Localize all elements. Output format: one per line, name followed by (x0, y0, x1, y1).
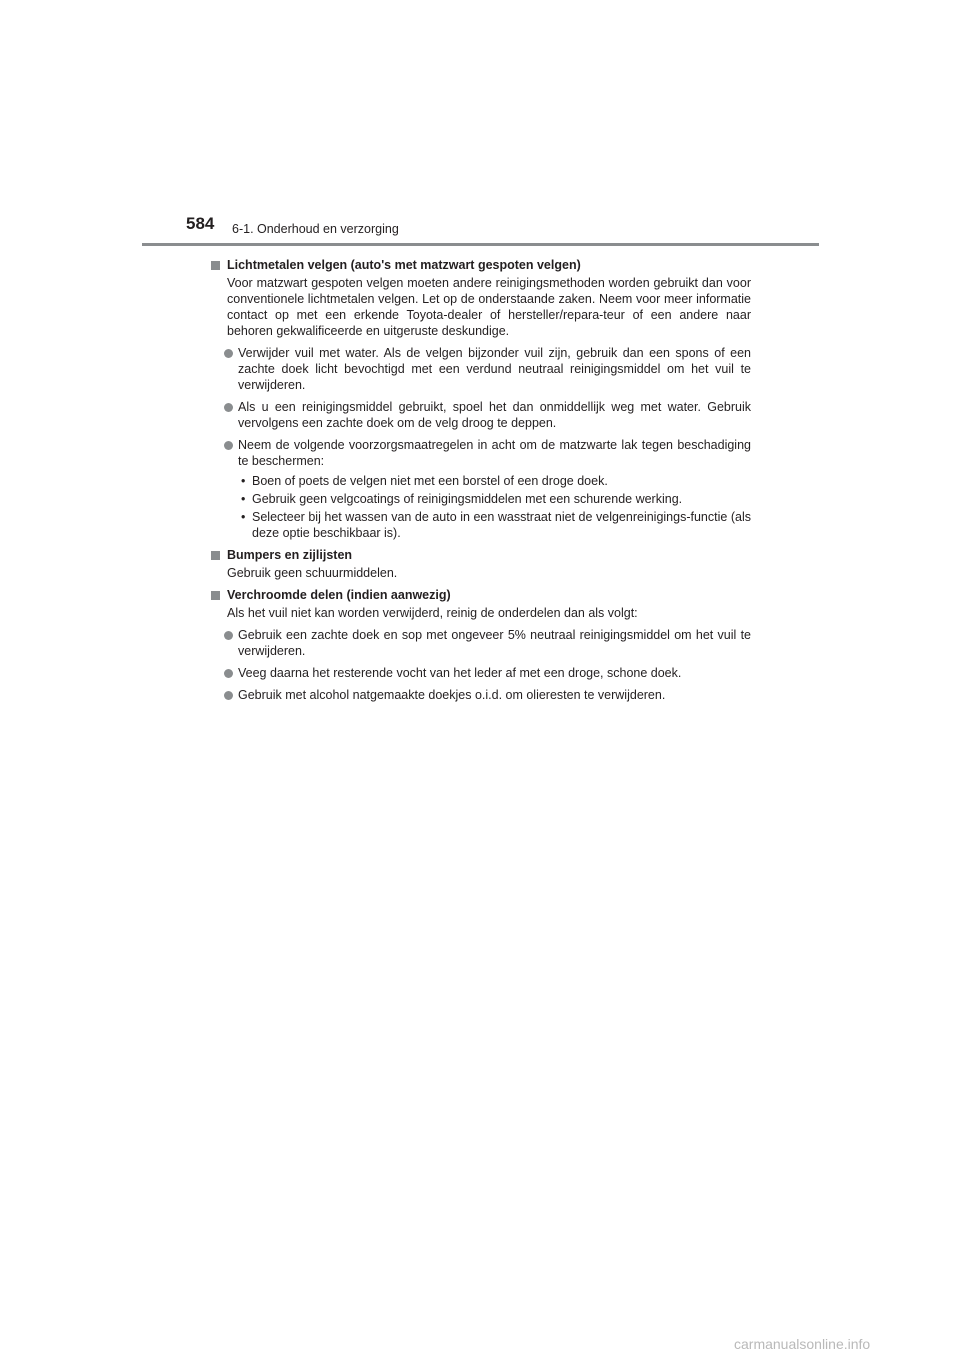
list-item (211, 687, 751, 703)
page-number: 584 (186, 214, 215, 233)
sub-list-item (211, 491, 751, 507)
sub-list-item (211, 473, 751, 489)
list-item (211, 665, 751, 681)
list-item (211, 399, 751, 431)
section-header: 6-1. Onderhoud en verzorging (232, 222, 399, 236)
sub-bullet-marker: • (241, 492, 246, 506)
list-item-text: Gebruik een zachte doek en sop met ongeveer 5% neutraal reinigingsmiddel om het vuil te verwijderen. (238, 628, 751, 658)
circle-bullet-icon (224, 669, 233, 678)
section-heading-chrome-parts (211, 587, 751, 603)
section-title: Bumpers en zijlijsten (227, 548, 353, 562)
section-intro: Gebruik geen schuurmiddelen. (227, 566, 398, 580)
circle-bullet-icon (224, 403, 233, 412)
list-item (211, 345, 751, 393)
section-heading-bumpers (211, 547, 751, 563)
list-item-text: Gebruik met alcohol natgemaakte doekjes o.i.d. om olieresten te verwijderen. (238, 688, 666, 702)
watermark: carmanualsonline.info (734, 1336, 871, 1352)
list-item (211, 627, 751, 659)
square-bullet-icon (211, 551, 220, 560)
sub-bullet-marker: • (241, 510, 246, 524)
section-intro: Voor matzwart gespoten velgen moeten andere reinigingsmethoden worden gebruikt dan voor conventionele lichtmetalen velgen. Let op de onderstaande zaken. Neem voor meer informatie contact op met een erkende Toyota-dealer of hersteller/repara-teur of een andere naar behoren gekwalificeerde en uitgeruste deskundige. (227, 276, 751, 338)
sub-list-item-text: Boen of poets de velgen niet met een borstel of een droge doek. (252, 474, 608, 488)
circle-bullet-icon (224, 691, 233, 700)
circle-bullet-icon (224, 631, 233, 640)
page-content (211, 257, 751, 709)
section-title: Lichtmetalen velgen (auto's met matzwart gespoten velgen) (227, 258, 581, 272)
sub-list-item-text: Selecteer bij het wassen van de auto in een wasstraat niet de velgenreinigings-functie (als deze optie beschikbaar is). (252, 510, 751, 540)
section-title: Verchroomde delen (indien aanwezig) (227, 588, 451, 602)
list-item-text: Neem de volgende voorzorgsmaatregelen in acht om de matzwarte lak tegen beschadiging te beschermen: (238, 438, 751, 468)
circle-bullet-icon (224, 441, 233, 450)
section-heading-alloy-wheels (211, 257, 751, 273)
list-item (211, 437, 751, 469)
square-bullet-icon (211, 261, 220, 270)
sub-list (211, 473, 751, 541)
section-intro: Als het vuil niet kan worden verwijderd, reinig de onderdelen dan als volgt: (227, 606, 638, 620)
square-bullet-icon (211, 591, 220, 600)
circle-bullet-icon (224, 349, 233, 358)
list-item-text: Veeg daarna het resterende vocht van het leder af met een droge, schone doek. (238, 666, 682, 680)
sub-list-item-text: Gebruik geen velgcoatings of reinigingsmiddelen met een schurende werking. (252, 492, 683, 506)
header-rule (142, 243, 819, 246)
list-item-text: Als u een reinigingsmiddel gebruikt, spoel het dan onmiddellijk weg met water. Gebruik vervolgens een zachte doek om de velg droog te deppen. (238, 400, 751, 430)
sub-list-item (211, 509, 751, 541)
sub-bullet-marker: • (241, 474, 246, 488)
list-item-text: Verwijder vuil met water. Als de velgen bijzonder vuil zijn, gebruik dan een spons of een zachte doek licht bevochtigd met een verdund neutraal reinigingsmiddel om het vuil te verwijderen. (238, 346, 751, 392)
